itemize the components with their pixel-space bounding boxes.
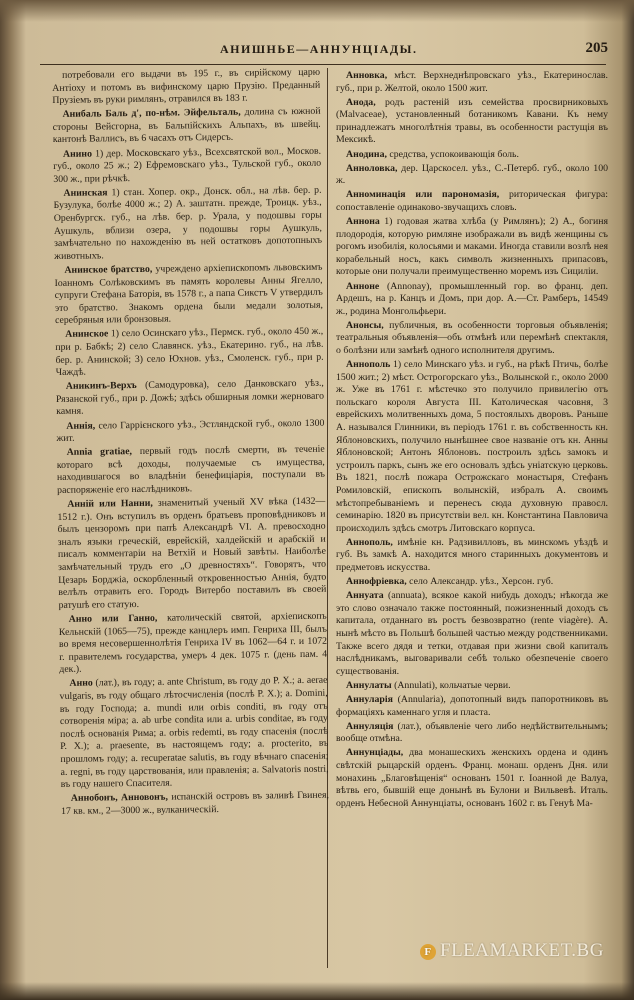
left-column [52, 67, 329, 820]
dictionary-entry [336, 576, 608, 589]
dictionary-entry [336, 216, 608, 279]
dictionary-entry [57, 496, 326, 613]
dictionary-entry [336, 680, 608, 693]
right-column [336, 70, 608, 812]
entry-text: (лат.), въ году; a. ante Christum, въ году до Р. Х.; a. aerae vulgaris, въ году общаго лѣтосчисленія (послѣ Р. Х.); a. Domini, въ году Господа; a. mundi или orbis conditi, въ году отъ сотворенія міра; a. ab urbe condita или a. urbis conditae, въ году послѣ основанія Рима; a. orbis redemti, въ году спасенія (послѣ Р. Х.); a. praesente, въ настоящемъ году; a. procterito, въ прошломъ году; a. recuperatae salutis, въ году вѣчнаго спасенія; a. regni, въ году царствованія, или правленія; a. Salvatoris nostri, въ году нашего Спасителя. [59, 675, 329, 791]
entry-text: 1) село Осинскаго уѣз., Пермск. губ., около 450 ж., при р. Бабкѣ; 2) село Славянск. уѣз., Екатерино. губ., на лѣв. бер. р. Анинской; 3) село Юхнов. уѣз., Смоленск. губ., при р. Чаждѣ. [55, 326, 324, 379]
entry-text: (Annonay), промышленный гор. во франц. деп. Ардешъ, на р. Канцъ и Домъ, при дор. А.—Ст. Рамберъ, 14549 ж., родина Монгольфьери. [336, 280, 608, 317]
entry-text: знаменитый ученый XV вѣка (1432—1512 г.). Онъ вступилъ въ орденъ братьевъ проповѣдниковъ и былъ цензоромъ при папѣ Александрѣ VI. А. превосходно зналъ языки греческій, еврейскій, халдейскій и арабскій и писалъ комментаріи на Ветхій и Новый завѣты. Наиболѣе замѣчательный трудъ его „О древностяхъ“. Говорятъ, что Цезарь Борджіа, оскорбленный откровенностью Аннія, будто велѣлъ отравить его. Городъ Витербо поставилъ въ своей ратушѣ его статую. [57, 495, 327, 611]
dictionary-entry [336, 163, 608, 188]
entry-text: (лат.), объявленіе чего либо недѣйствительнымъ; вообще отмѣна. [336, 720, 608, 745]
entry-headword: Аннополь, [346, 536, 393, 548]
running-head-title: АНИШНЬЕ—АННУНЦІАДЫ. [220, 42, 418, 56]
entry-text: (annuata), всякое какой нибудь доходъ; нѣкогда же это слово означало также постоянный, пожизненный доходъ съ капитала, отданнаго въ ростъ безвозвратно (rente viagère). А. нынѣ мѣсто въ Польшѣ большей частью между родственниками. Также всего дядя и тетки, отдавая при жизни свой капиталъ наслѣдникамъ, выговаривали себѣ только обезпеченіе своего существованія. [336, 590, 608, 677]
entry-headword: Анинское братство, [64, 263, 153, 276]
entry-headword: Аннуларія [346, 694, 393, 705]
dictionary-entry [336, 694, 608, 719]
dictionary-entry [336, 359, 608, 535]
entry-text: первый годъ послѣ смерти, въ теченіе котораго всѣ доходы, получаемые съ имущества, находившагося во владѣніи бенефиціарія, поступали въ распоряженіе его наслѣдниковъ. [56, 443, 326, 496]
watermark [420, 940, 616, 966]
entry-headword: Аннуляція [346, 720, 394, 732]
entry-text: долина съ южной стороны Вейсгорна, въ Бальпійскихъ Альпахъ, въ швейц. кантонѣ Валлисъ, въ 6 часахъ отъ Сидерсъ. [52, 106, 321, 146]
entry-text: родъ растеній изъ семейства просвирниковыхъ (Malvaceae), установленный ботаникомъ Кавани. Къ нему принадлежатъ многолѣтнія травы, въ особенности растущія въ Мексикѣ. [336, 96, 609, 146]
watermark-text: FLEAMARKET.BG [440, 940, 604, 961]
entry-text: потребовали его выдачи въ 195 г., въ сирійскому царю Антіоху и потомъ въ вифинскому царю Прузію. Преданный Прузіемъ въ руки римлянъ, отравился въ 183 г. [52, 66, 321, 107]
entry-text: (Annularia), допотопный видъ папоротниковъ въ формаціяхъ каменнаго угля и пласта. [336, 694, 609, 718]
dictionary-entry [59, 675, 328, 792]
entry-headword: Аннобонъ, Анновонъ, [70, 791, 169, 805]
dictionary-entry [336, 590, 608, 678]
entry-headword: Анно или Ганно, [68, 612, 158, 625]
entry-text: (Annulati), кольчатые черви. [394, 679, 511, 691]
dictionary-entry [336, 537, 608, 575]
entry-headword: Аникинъ-Верхъ [65, 380, 137, 393]
scan-shadow-top [0, 0, 634, 22]
dictionary-entry [336, 70, 608, 95]
dictionary-entry [336, 320, 608, 358]
dictionary-entry [336, 97, 608, 147]
entry-headword: Аннополь [346, 359, 391, 371]
entry-headword: Анній или Нанни, [67, 497, 153, 510]
dictionary-entry [57, 444, 326, 498]
entry-headword: Анинское [65, 328, 109, 341]
entry-text: публичныя, въ особенности торговыя объявленія; театральныя объявленія—объ отмѣнѣ или перемѣнѣ спектакля, о болѣзни или замѣнѣ одного исполнителя другимъ. [336, 319, 609, 356]
entry-headword: Анноловка, [346, 162, 398, 174]
entry-headword: Анино [62, 148, 93, 160]
entry-text: дер. Царскосел. уѣз., С.-Петерб. губ., около 100 ж. [336, 162, 608, 187]
entry-text: испанскій островъ въ заливѣ Гвинея, 17 кв. км., 2—3000 ж., вулканическій. [60, 789, 329, 817]
entry-text: 1) годовая жатва хлѣба (у Римлянъ); 2) А., богиня плодородія, которую римляне изображали въ видѣ женщины съ рогомъ изобилія, колосьями и маками. Иногда ставили возлѣ нея корабельный носъ, какъ символъ жизненныхъ припасовъ, которые они получали преимущественно моремъ изъ Сициліи. [336, 216, 608, 278]
dictionary-entry [336, 281, 608, 319]
entry-text: учреждено архіепископомъ львовскимъ Іоанномъ Солѣковскимъ въ память королевы Анны Ягелло, супруги Стефана Баторія, въ 1578 г., а папа Сикстъ V утвердилъ это братство. Знакомъ ордена были медали золотыя, серебряныя или бронзовыя. [54, 261, 323, 327]
entry-headword: Анонсы, [346, 319, 384, 331]
scan-shadow-bottom [0, 982, 634, 1000]
entry-text: село Гаррієнского уѣз., Эстляндской губ., около 1300 жит. [56, 417, 325, 445]
column-divider [327, 68, 328, 968]
dictionary-entry [59, 611, 328, 677]
entry-headword: Анноне [346, 280, 380, 292]
entry-headword: Анновка, [346, 70, 388, 81]
entry-headword: Аннона [346, 216, 380, 228]
entry-text: имѣніе кн. Радзивилловъ, въ минскомъ уѣздѣ и губ. Въ замкѣ А. находится много старинныхъ документовъ и предметовъ искусства. [336, 536, 608, 574]
header-rule [40, 64, 606, 65]
entry-headword: Аннунціады, [346, 747, 404, 759]
entry-text: мѣст. Верхнеднѣпровскаго уѣз., Екатеринослав. губ., при р. Желтой, около 1500 жит. [336, 70, 609, 94]
dictionary-entry [55, 326, 324, 380]
entry-text: 1) село Минскаго уѣз. и губ., на рѣкѣ Птичь, болѣе 1500 жит.; 2) мѣст. Острогорскаго уѣз., Волынской г., около 2000 ж. Уже въ 1761 г. мѣстечко это получило привилегію отъ польскаго короля Августа III. Католическая часовня, 3 еврейскихъ молитвенныхъ дома, 5 постоялыхъ дворовъ. Раньше А. назывался Глинники, въ періодъ 1761 г. въ собственность кн. Яблоновскихъ, получило нынѣшнее свое названіе отъ кн. Анны Яблоновской; Антонъ Яблоновъ. построилъ здѣсь замокъ и устроилъ паркъ, сынъ же его основалъ здѣсь уніатскую церковь. Въ 1821, послѣ пожара Острожскаго монастыря, Стефанъ Ромиловскій, епископъ волынскій, избралъ А. своимъ мѣстопребываніемъ и перенесъ сюда духовную правосл. семинарію. 1820 въ присутствіи вел. кн. Константина Павловича происходилъ здѣсь смотръ Литовскаго корпуса. [336, 359, 609, 534]
entry-headword: Аннулаты [346, 679, 392, 691]
dictionary-entry [53, 185, 322, 264]
dictionary-entry [336, 721, 608, 746]
dictionary-entry [56, 378, 324, 419]
entry-headword: Анноминація или парономазія, [346, 189, 500, 201]
dictionary-entry [52, 106, 320, 147]
entry-headword: Аннуата [346, 590, 384, 602]
entry-text: католическій святой, архіепископъ Кельнскій (1065—75), прежде канцлеръ имп. Генриха III, былъ во время несовершеннолѣтія Генриха IV въ 1062—64 г. и 1072 г. правителемъ государства, умеръ 4 дек. 1075 г. (день пам. 4 дек.). [58, 610, 328, 676]
entry-text: 1) дер. Московскаго уѣз., Всехсвятской вол., Москов. губ., около 25 ж.; 2) Ефремовскаго уѣз., Тульской губ., около 300 ж., при рѣчкѣ. [53, 145, 322, 185]
entry-headword: Анибаль Баль д', по-нѣм. Эйфельталь, [62, 106, 241, 121]
dictionary-entry [54, 262, 323, 328]
entry-text: средства, успокоивающія боль. [389, 148, 519, 160]
entry-headword: Анодина, [346, 148, 387, 160]
running-header [30, 42, 612, 62]
entry-text: риторическая фигура: сопоставленіе одинаково-звучащихъ словъ. [336, 189, 608, 213]
entry-headword: Annia gratiae, [66, 446, 133, 459]
entry-text: (Самодуровка), село Данковскаго уѣз., Рязанской губ., при р. Дожѣ; здѣсь обширныя ломки жерноваго камня. [55, 377, 325, 418]
book-page [30, 34, 612, 970]
entry-headword: Аннофріевка, [346, 576, 407, 588]
dictionary-entry [56, 417, 324, 445]
entry-headword: Анно [69, 677, 93, 690]
page-number: 205 [585, 40, 608, 56]
dictionary-entry [53, 145, 321, 186]
entry-text: село Александр. уѣз., Херсон. губ. [409, 576, 554, 588]
entry-headword: Аннія, [66, 420, 96, 432]
dictionary-entry [336, 149, 608, 162]
entry-text: 1) стан. Хопер. окр., Донск. обл., на лѣв. бер. р. Бузулука, болѣе 4000 ж.; 2) А. заштатн. прежде, Троицк. уѣз., Оренбургск. губ., на лѣв. бер. р. Урала, у подошвы горы Аушкуль, вблизи озера, у подошвы горы Аушкуль, замѣчательно по нахожденію въ ней остатковъ допотопныхъ животныхъ. [53, 184, 323, 262]
dictionary-entry [336, 747, 608, 810]
entry-headword: Анинская [63, 187, 108, 199]
entry-text: два монашескихъ женскихъ ордена и одинъ свѣтскій рыцарскій орденъ. Франц. монаш. орденъ Дня. или монахинь „Благовѣщенія“ основанъ 1501 г. Іоанной де Валуа, вѣтвь его, бывшій еще донынѣ въ Булони и Вильвевѣ. Италь. орденъ Небесной Аннунціаты, основанъ 1602 г. въ Генуѣ Ма- [336, 747, 608, 809]
dictionary-entry [61, 790, 329, 818]
dictionary-entry [52, 67, 320, 108]
dictionary-entry [336, 189, 608, 214]
watermark-logo: F [420, 944, 436, 960]
entry-headword: Анода, [346, 96, 376, 108]
